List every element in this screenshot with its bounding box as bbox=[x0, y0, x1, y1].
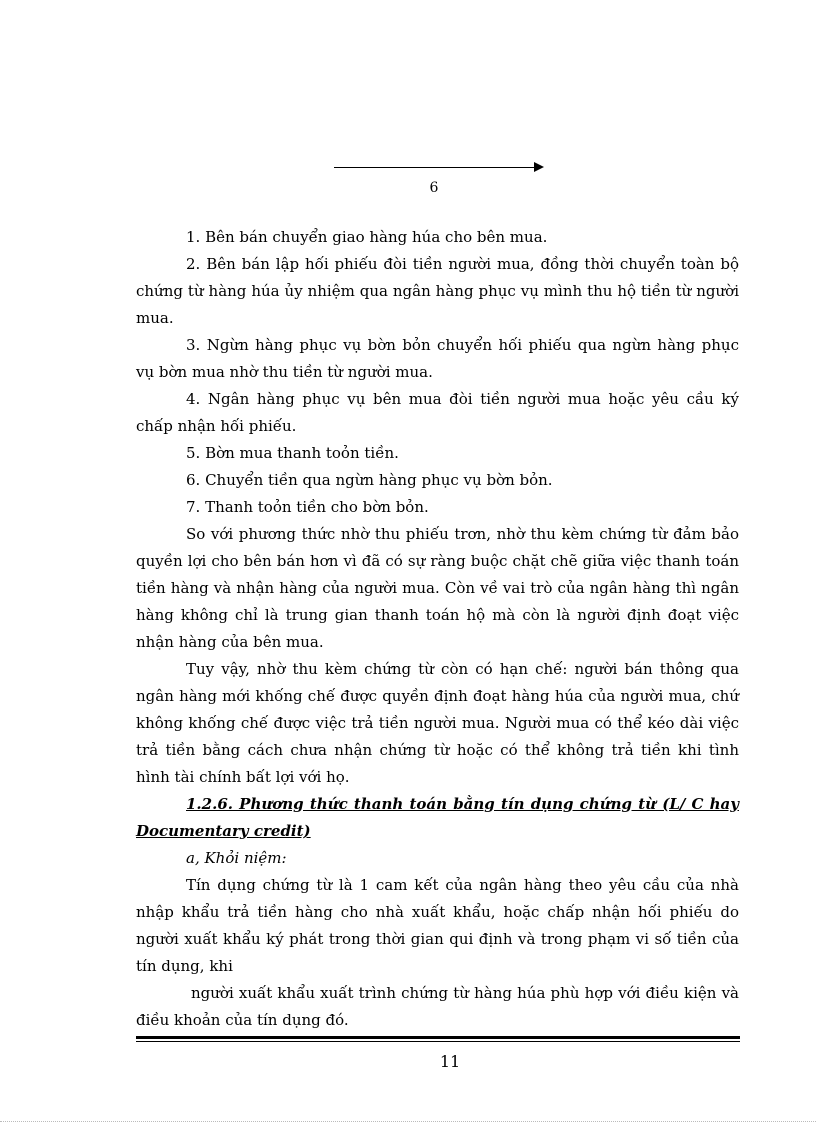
page-edge-divider bbox=[0, 1121, 816, 1122]
section-heading: 1.2.6. Phương thức thanh toán bằng tín dụng chứng từ (L/ C hay Documentary credit) bbox=[136, 795, 739, 840]
paragraph-comparison: So với phương thức nhờ thu phiếu trơn, nhờ thu kèm chứng từ đảm bảo quyền lợi cho bên bán hơn vì đã có sự ràng buộc chặt chẽ giữa việc thanh toán tiền hàng và nhận hàng của người mua. Còn về vai trò của ngân hàng thì ngân hàng không chỉ là trung gian thanh toán hộ mà còn là người định đoạt việc nhận hàng của bên mua. bbox=[136, 525, 739, 651]
paragraph-definition-1: Tín dụng chứng từ là 1 cam kết của ngân hàng theo yêu cầu của nhà nhập khẩu trả tiền hàng cho nhà xuất khẩu, hoặc chấp nhận hối phiếu do người xuất khẩu ký phát trong thời gian qui định và trong phạm vi số tiền của tín dụng, khi bbox=[136, 876, 739, 975]
paragraph-step-1: 1. Bên bán chuyển giao hàng húa cho bên mua. bbox=[186, 228, 548, 246]
footer-divider bbox=[136, 1036, 740, 1042]
paragraph-limitation: Tuy vậy, nhờ thu kèm chứng từ còn có hạn chế: người bán thông qua ngân hàng mới khống chế được quyền định đoạt hàng húa của người mua, chứ không khống chế được việc trả tiền người mua. Người mua có thể kéo dài việc trả tiền bằng cách chưa nhận chứng từ hoặc có thể không trả tiền khi tình hình tài chính bất lợi với họ. bbox=[136, 660, 739, 786]
paragraph-step-6: 6. Chuyển tiền qua ngừn hàng phục vụ bờn bỏn. bbox=[186, 471, 553, 489]
paragraph-step-2: 2. Bên bán lập hối phiếu đòi tiền người mua, đồng thời chuyển toàn bộ chứng từ hàng húa ủy nhiệm qua ngân hàng phục vụ mình thu hộ tiền từ người mua. bbox=[136, 255, 739, 327]
paragraph-definition-2: người xuất khẩu xuất trình chứng từ hàng húa phù hợp với điều kiện và điều khoản của tín dụng đó. bbox=[136, 984, 739, 1029]
paragraph-step-5: 5. Bờn mua thanh toỏn tiền. bbox=[186, 444, 399, 462]
bottom-page-number: 11 bbox=[439, 1052, 461, 1071]
document-body bbox=[136, 224, 739, 1034]
arrow-right-icon bbox=[334, 162, 544, 174]
subsection-heading: a, Khỏi niệm: bbox=[186, 849, 287, 867]
paragraph-step-4: 4. Ngân hàng phục vụ bên mua đòi tiền người mua hoặc yêu cầu ký chấp nhận hối phiếu. bbox=[136, 390, 739, 435]
paragraph-step-7: 7. Thanh toỏn tiền cho bờn bỏn. bbox=[186, 498, 429, 516]
paragraph-step-3: 3. Ngừn hàng phục vụ bờn bỏn chuyển hối phiếu qua ngừn hàng phục vụ bờn mua nhờ thu tiền từ người mua. bbox=[136, 336, 739, 381]
top-page-number: 6 bbox=[429, 180, 439, 196]
